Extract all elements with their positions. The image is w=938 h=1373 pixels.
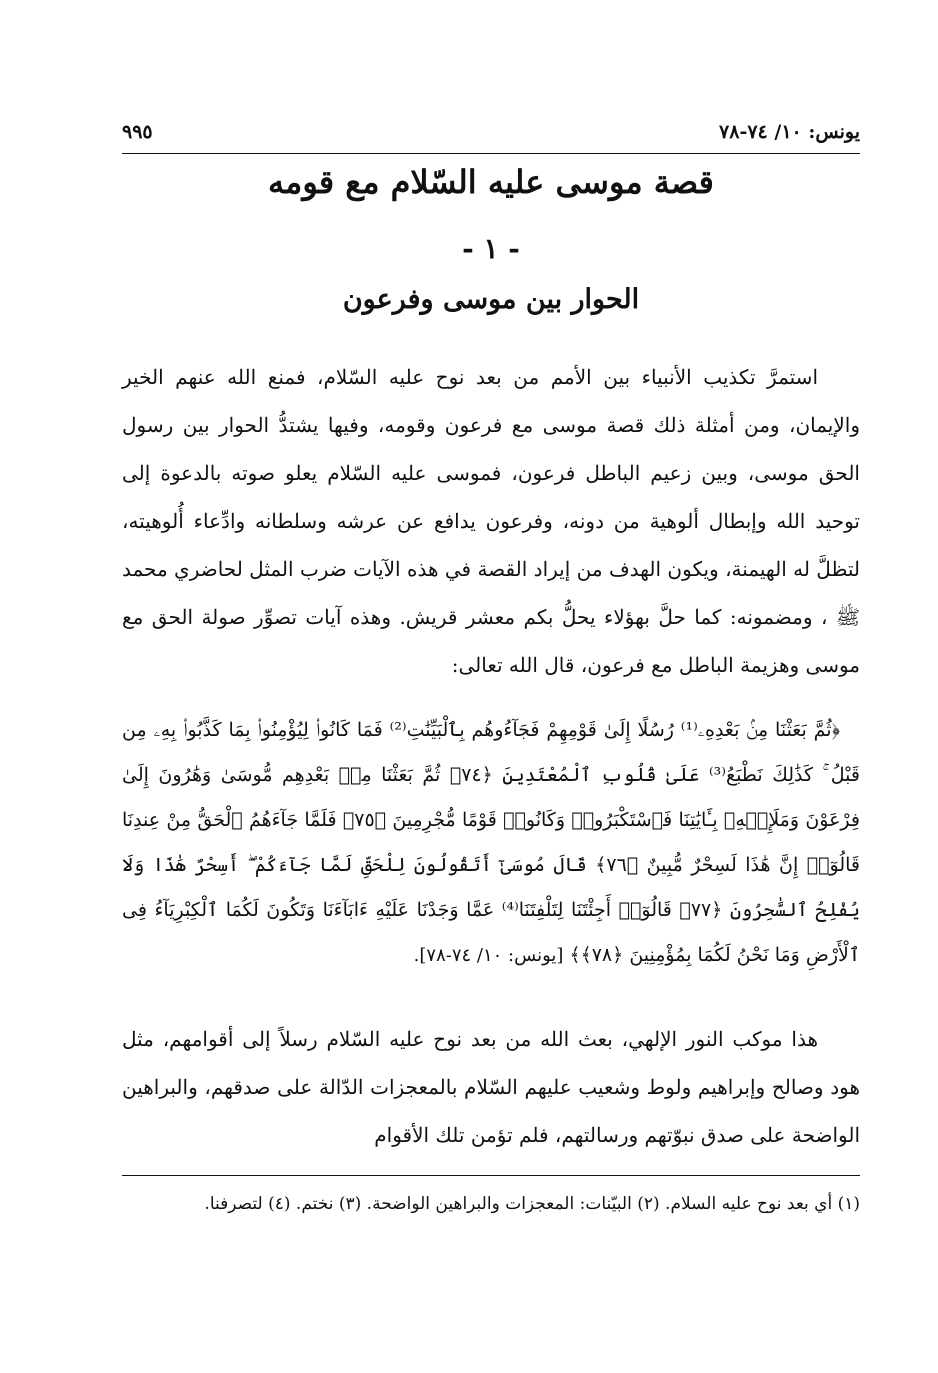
header-divider	[122, 153, 860, 154]
verse-reference: [يونس: ١٠/ ٧٤-٧٨].	[413, 945, 564, 966]
footnote-divider	[122, 1175, 860, 1176]
second-paragraph: هذا موكب النور الإلهي، بعث الله من بعد نوح عليه السّلام رسلاً إلى أقوامهم، مثل هود وصالح وإبراهيم ولوط وشعيب عليهم السّلام بالمعجزات الدّالة على صدقهم، والبراهين الواضحة على صدق نبوّتهم ورسالتهم، فلم تؤمن تلك الأقوام	[122, 1027, 860, 1147]
intro-paragraph: استمرَّ تكذيب الأنبياء بين الأمم من بعد نوح عليه السّلام، فمنع الله عنهم الخير والإيمان، ومن أمثلة ذلك قصة موسى مع فرعون وقومه، وفيها يشتدُّ الحوار بين رسول الحق موسى، وبين زعيم الباطل فرعون، فموسى عليه السّلام يعلو صوته بالدعوة إلى توحيد الله وإبطال ألوهية من دونه، وفرعون يدافع عن عرشه وسلطانه وادِّعاء أُلوهيته، لتظلَّ له الهيمنة، ويكون الهدف من إيراد القصة في هذه الآيات ضرب المثل لحاضري محمد ﷺ ، ومضمونه: كما حلَّ بهؤلاء يحلُّ بكم معشر قريش. وهذه آيات تصوِّر صولة الحق مع موسى وهزيمة الباطل مع فرعون، قال الله تعالى:	[122, 365, 860, 677]
footnotes: (١) أي بعد نوح عليه السلام. (٢) البيّنات: المعجزات والبراهين الواضحة. (٣) نختم. (٤) لتصرفنا.	[204, 1194, 860, 1214]
quran-verses: ﴿ثُمَّ بَعَثْنَا مِنۢ بَعْدِهِۦ⁽¹⁾ رُسُلًا إِلَىٰ قَوْمِهِمْ فَجَآءُوهُم بِٱلْبَيِّنَٰتِ⁽²⁾ فَمَا كَانُوا۟ لِيُؤْمِنُوا۟ بِمَا كَذَّبُوا۟ بِهِۦ مِن قَبْلُ ۚ كَذَٰلِكَ نَطْبَعُ⁽³⁾ عَلَىٰ قُلُوبِ ٱلْمُعْتَدِينَ ﴿٧٤﴾ ثُمَّ بَعَثْنَا مِنۢ بَعْدِهِم مُّوسَىٰ وَهَٰرُونَ إِلَىٰ فِرْعَوْنَ وَمَلَإِي۟هِۦ بِـَٔايَٰتِنَا فَٱسْتَكْبَرُوا۟ وَكَانُوا۟ قَوْمًا مُّجْرِمِينَ ﴿٧٥﴾ فَلَمَّا جَآءَهُمُ ٱلْحَقُّ مِنْ عِندِنَا قَالُوٓا۟ إِنَّ هَٰذَا لَسِحْرٌ مُّبِينٌ ﴿٧٦﴾ قَالَ مُوسَىٰٓ أَتَقُولُونَ لِلْحَقِّ لَمَّا جَآءَكُمْ ۖ أَسِحْرٌ هَٰذَا وَلَا يُفْلِحُ ٱلسَّٰحِرُونَ ﴿٧٧﴾ قَالُوٓا۟ أَجِئْتَنَا لِتَلْفِتَنَا⁽⁴⁾ عَمَّا وَجَدْنَا عَلَيْهِ ءَابَآءَنَا وَتَكُونَ لَكُمَا ٱلْكِبْرِيَآءُ فِى ٱلْأَرْضِ وَمَا نَحْنُ لَكُمَا بِمُؤْمِنِينَ ﴿٧٨﴾﴾	[122, 719, 860, 966]
chapter-reference: يونس: ١٠/ ٧٤-٧٨	[719, 121, 860, 143]
chapter-title: قصة موسى عليه السّلام مع قومه	[268, 163, 714, 201]
section-number: - ١ -	[462, 232, 520, 265]
running-header	[122, 114, 860, 150]
quran-passage-block	[122, 708, 860, 978]
page-number: ٩٩٥	[122, 121, 153, 143]
section-subtitle: الحوار بين موسى وفرعون	[342, 284, 640, 315]
